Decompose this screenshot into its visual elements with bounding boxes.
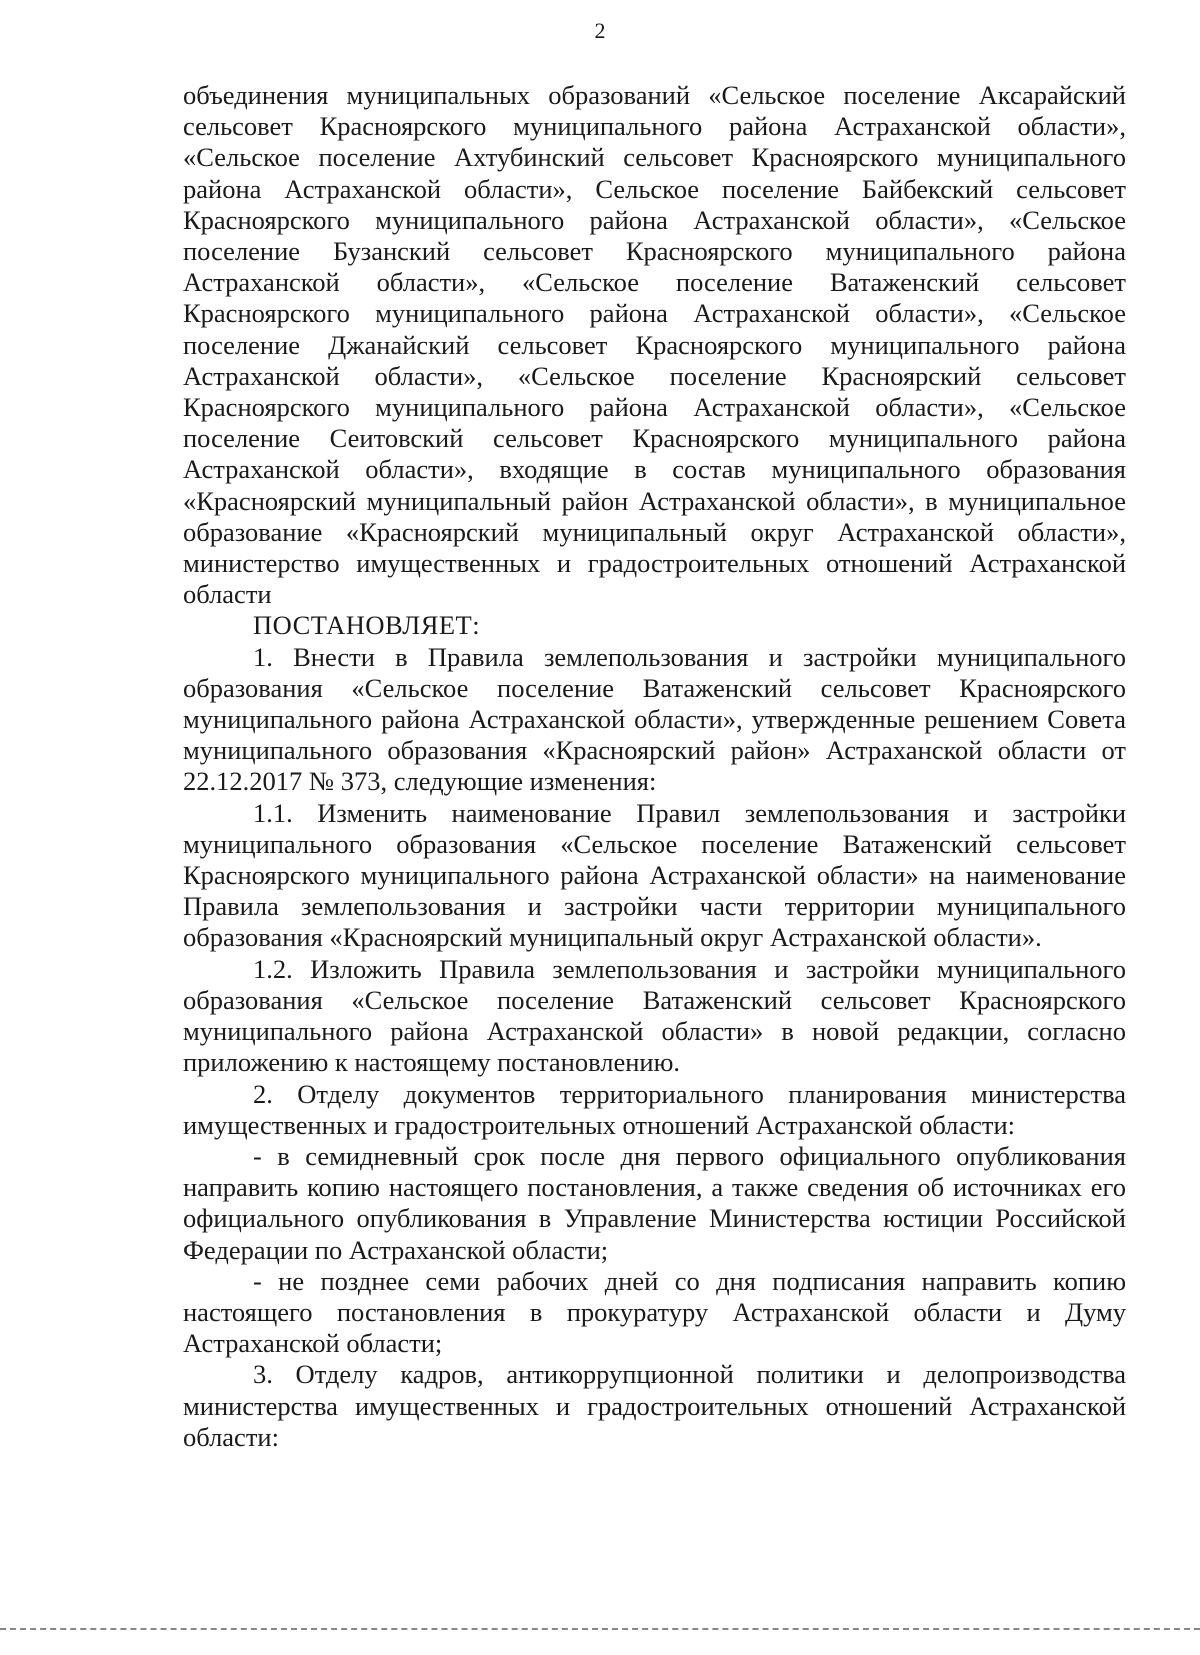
clause-1-2: 1.2. Изложить Правила землепользования и застройки муниципального образования «Сельское поселение Ватаженский сельсовет Красноярского муниципального района Астраханской области» в новой редакции, согласно приложению к настоящему постановлению. — [183, 953, 1126, 1078]
clause-3: 3. Отделу кадров, антикоррупционной политики и делопроизводства министерства имущественных и градостроительных отношений Астраханской области: — [183, 1359, 1126, 1452]
clause-1-1: 1.1. Изменить наименование Правил землепользования и застройки муниципального образования «Сельское поселение Ватаженский сельсовет Красноярского муниципального района Астраханской области» на наименование Правила землепользования и застройки части территории муниципального образования «Красноярский муниципальный округ Астраханской области». — [183, 797, 1126, 953]
clause-2: 2. Отделу документов территориального планирования министерства имущественных и градостроительных отношений Астраханской области: — [183, 1078, 1126, 1140]
document-body — [183, 80, 1126, 1453]
scan-edge-line — [0, 1628, 1200, 1630]
clause-2-item-1: - в семидневный срок после дня первого официального опубликования направить копию настоящего постановления, а также сведения об источниках его официального опубликования в Управление Министерства юстиции Российской Федерации по Астраханской области; — [183, 1140, 1126, 1265]
clause-1: 1. Внести в Правила землепользования и застройки муниципального образования «Сельское поселение Ватаженский сельсовет Красноярского муниципального района Астраханской области», утвержденные решением Совета муниципального образования «Красноярский район» Астраханской области от 22.12.2017 № 373, следующие изменения: — [183, 641, 1126, 797]
intro-paragraph: объединения муниципальных образований «Сельское поселение Аксарайский сельсовет Красноярского муниципального района Астраханской области», «Сельское поселение Ахтубинский сельсовет Красноярского муниципального района Астраханской области», Сельское поселение Байбекский сельсовет Красноярского муниципального района Астраханской области», «Сельское поселение Бузанский сельсовет Красноярского муниципального района Астраханской области», «Сельское поселение Ватаженский сельсовет Красноярского муниципального района Астраханской области», «Сельское поселение Джанайский сельсовет Красноярского муниципального района Астраханской области», «Сельское поселение Красноярский сельсовет Красноярского муниципального района Астраханской области», «Сельское поселение Сеитовский сельсовет Красноярского муниципального района Астраханской области», входящие в состав муниципального образования «Красноярский муниципальный район Астраханской области», в муниципальное образование «Красноярский муниципальный округ Астраханской области», министерство имущественных и градостроительных отношений Астраханской области — [183, 80, 1126, 610]
decree-heading: ПОСТАНОВЛЯЕТ: — [253, 610, 481, 641]
clause-2-item-2: - не позднее семи рабочих дней со дня подписания направить копию настоящего постановления в прокуратуру Астраханской области и Думу Астраханской области; — [183, 1265, 1126, 1359]
page-number: 2 — [594, 18, 606, 43]
